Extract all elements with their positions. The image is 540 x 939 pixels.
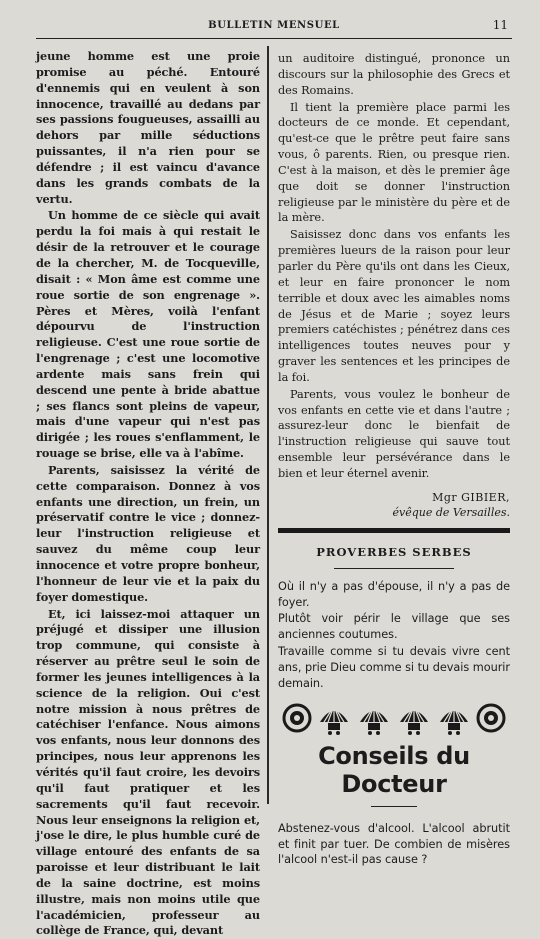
page-number: 11	[492, 18, 508, 32]
right-paragraph-3: Saisissez donc dans vos enfants les premières lueurs de la raison pour leur parler du Père qu'ils ont dans les Cieux, et leur en faire prononcer le nom terrible et doux avec les aimables noms de Jésus et de Marie ; soyez leurs premiers catéchistes ; pénétrez dans ces intelligences toutes neuves pour y graver les sentences et les principes de la foi.	[278, 228, 510, 384]
page-header	[36, 20, 512, 39]
header-title: BULLETIN MENSUEL	[208, 20, 340, 31]
proverbes-rule	[334, 568, 454, 569]
ornament-rosette-icon	[282, 703, 312, 733]
left-paragraph-1: jeune homme est une proie promise au péché. Entouré d'ennemis qui en veulent à son innocence, travaillé au dedans par ses passions fougueuses, assailli au dehors par mille séductions puissantes, il n'a rien pour se défendre ; il est vaincu d'avance dans les grands combats de la vertu.	[36, 49, 260, 206]
right-paragraph-2: Il tient la première place parmi les docteurs de ce monde. Et cependant, qu'est-ce que le prêtre peut faire sans vous, ô parents. Rien, ou presque rien. C'est à la maison, et dès le premier âge que doit se donner l'instruction religieuse par le ministère du père et de la mère.	[278, 100, 510, 225]
left-paragraph-4: Et, ici laissez-moi attaquer un préjugé et dissiper une illusion trop commune, qui consiste à réserver au prêtre seul le soin de former les jeunes intelligences à la science de la religion. Oui c'est notre mission à nous prêtres de catéchiser l'enfance. Nous aimons vos enfants, nous leur donnons des principes, nous leur apprenons les vérités qu'il faut croire, les devoirs qu'il faut pratiquer et les sacrements qu'il faut recevoir. Nous leur enseignons la religion et, j'ose le dire, le plus humble curé de village entouré des enfants de sa paroisse et leur distribuant le lait de la saine doctrine, est moins illustre, mais non moins utile que l'académicien, professeur au collège de France, qui, devant	[36, 606, 260, 938]
conseils-title: Conseils du Docteur	[318, 741, 470, 798]
proverb-item: Plutôt voir périr le village que ses anciennes coutumes.	[278, 612, 510, 642]
signature	[278, 490, 510, 520]
decorative-ornament	[278, 698, 510, 738]
ornament-rosette-icon	[476, 703, 506, 733]
right-column	[278, 51, 510, 868]
conseils-text: Abstenez-vous d'alcool. L'alcool abrutit et finit par tuer. De combien de misères l'alcool n'est-il pas cause ?	[278, 821, 510, 867]
column-divider	[267, 46, 269, 804]
ornament-shell-icon	[396, 700, 432, 736]
proverbes-title: PROVERBES SERBES	[316, 544, 472, 559]
signature-role: évêque de Versailles.	[392, 505, 510, 519]
right-paragraph-4: Parents, vous voulez le bonheur de vos enfants en cette vie et dans l'autre ; assurez-leur donc le bienfait de l'instruction religieuse qui sauve tout ensemble leur persévérance dans le bien et leur éternel avenir.	[278, 387, 510, 480]
section-separator	[278, 528, 510, 533]
left-paragraph-3: Parents, saisissez la vérité de cette comparaison. Donnez à vos enfants une direction, un frein, un préservatif contre le vice ; donnez-leur l'instruction religieuse et sauvez du même coup leur innocence et votre propre bonheur, l'honneur de leur vie et la paix du foyer domestique.	[36, 462, 260, 604]
ornament-shell-icon	[316, 700, 352, 736]
right-paragraph-1: un auditoire distingué, prononce un discours sur la philosophie des Grecs et des Romains.	[278, 52, 510, 97]
left-paragraph-2: Un homme de ce siècle qui avait perdu la foi mais à qui restait le désir de la retrouver et le courage de la chercher, M. de Tocqueville, disait : « Mon âme est comme une roue sortie de son engrenage ». Pères et Mères, voilà l'enfant dépourvu de l'instruction religieuse. C'est une roue sortie de l'engrenage ; c'est une locomotive ardente mais sans frein qui descend une pente à bride abattue ; ses flancs sont pleins de vapeur, mais d'une vapeur qui n'est pas dirigée ; les roues s'enflamment, le rouage se brise, elle va à l'abîme.	[36, 208, 260, 461]
proverb-item: Travaille comme si tu devais vivre cent ans, prie Dieu comme si tu devais mourir demain.	[278, 645, 510, 690]
left-column	[36, 49, 260, 939]
ornament-shell-icon	[356, 700, 392, 736]
ornament-shell-icon	[436, 700, 472, 736]
signature-name: Mgr GIBIER,	[432, 490, 510, 504]
proverb-item: Où il n'y a pas d'épouse, il n'y a pas de foyer.	[278, 579, 510, 609]
conseils-rule	[371, 806, 417, 807]
